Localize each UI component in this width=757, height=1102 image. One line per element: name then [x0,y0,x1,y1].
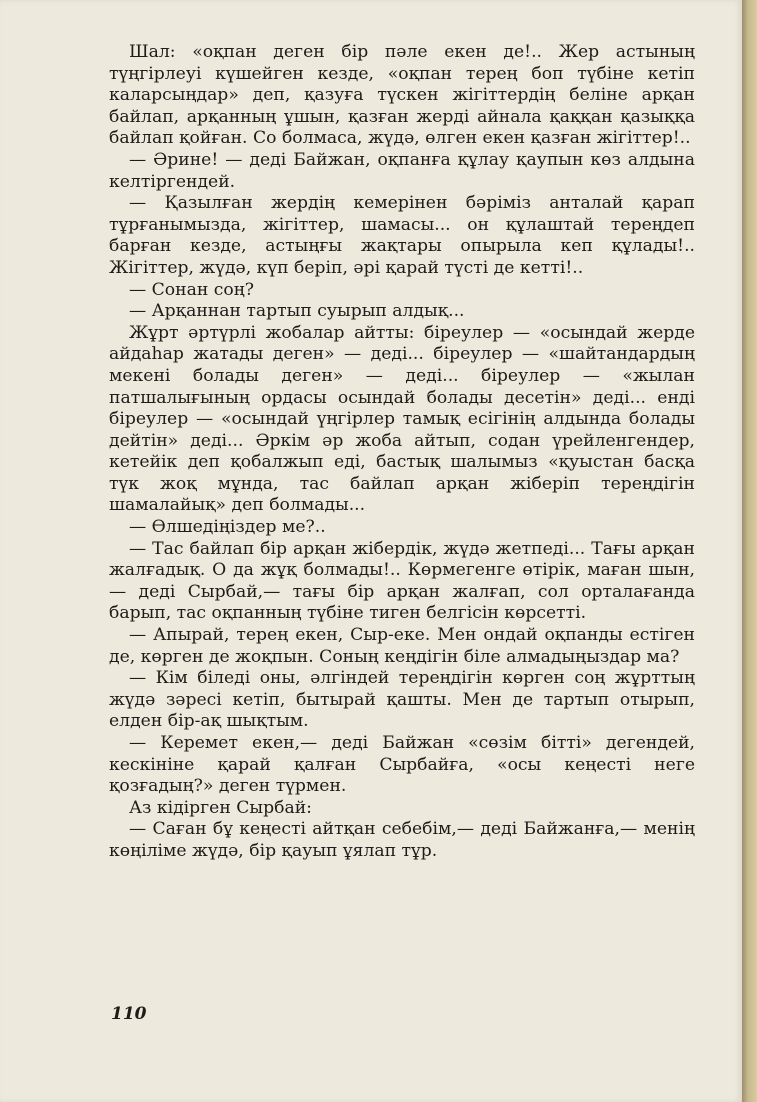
paragraph-1: Шал: «оқпан деген бір пәле екен де!.. Жер астының түңгірлеуі күшейген кезде, «оқпан терең боп түбіне кетіп каларсыңдар» деп, қазуға түскен жігіттердің беліне арқан байлап, арқанның ұшын, қазған жерді айнала қаққан қазыққа байлап қойған. Со болмаса, жүдә, өлген екен қазған жігіттер!.. [109,42,695,149]
page-text [109,42,695,863]
paragraph-10: — Кім біледі оны, әлгіндей тереңдігін көрген соң жұрттың жүдә зәресі кетіп, бытырай қашты. Мен де тартып отырып, елден бір-ақ шықтым. [109,668,695,732]
paragraph-7: — Өлшедіңіздер ме?.. [129,517,326,538]
paragraph-3: — Қазылған жердің кемерінен бәріміз анталай қарап тұрғанымызда, жігіттер, шамасы... он құлаштай тереңдеп барған кезде, астыңғы жақтары опырыла кеп құлады!.. Жігіттер, жүдә, күп беріп, әрі қарай түсті де кетті!.. [109,193,695,278]
paragraph-4: — Сонан соң? [129,279,254,300]
book-page-edge [742,0,757,1102]
paragraph-8: — Тас байлап бір арқан жібердік, жүдә жетпеді... Тағы арқан жалғадық. О да жұқ болмады!.. Көрмегенге өтірік, маған шын,— деді Сырбай,— тағы бір арқан жалғап, сол орталағанда барып, тас оқпанның түбіне тиген белгісін көрсетті. [109,538,695,624]
page-number: 110 [111,1004,147,1024]
paragraph-11: — Керемет екен,— деді Байжан «сөзім бітті» дегендей, кескініне қарай қалған Сырбайға, «осы кеңесті неге қозғадың?» деген түрмен. [109,733,695,797]
paragraph-2: — Әрине! — деді Байжан, оқпанға құлау қаупын көз алдына келтіргендей. [109,149,695,192]
paragraph-13: — Саған бұ кеңесті айтқан себебім,— деді Байжанға,— менің көңіліме жүдә, бір қауып ұялап тұр. [109,819,695,861]
paragraph-6: Жұрт әртүрлі жобалар айтты: біреулер — «осындай жерде айдаһар жатады деген» — деді... біреулер — «шайтандардың мекені болады деген» — деді... біреулер — «жылан патшалығының ордасы осындай болады десетін» деді... енді біреулер — «осындай үңгірлер тамық есігінің алдында болады дейтін» деді... Әркім әр жоба айтып, содан үрейленгендер, кетейік деп қобалжып еді, бастық шалымыз «қуыстан басқа түк жоқ мұнда, тас байлап арқан жіберіп тереңдігін шамалайық» деп болмады... [109,322,695,516]
paragraph-5: — Арқаннан тартып суырып алдық... [129,301,465,322]
paragraph-9: — Апырай, терең екен, Сыр-еке. Мен ондай оқпанды естіген де, көрген де жоқпын. Соның кеңдігін біле алмадыңыздар ма? [109,625,695,667]
paragraph-12: Аз кідірген Сырбай: [129,797,312,818]
